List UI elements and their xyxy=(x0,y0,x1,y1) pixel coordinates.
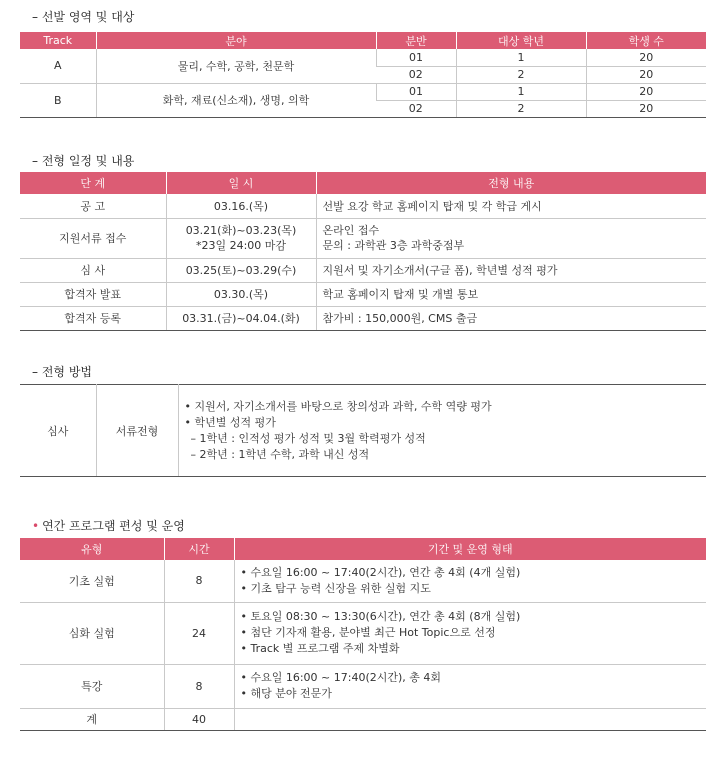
program-hours-cell: 8 xyxy=(164,664,234,708)
count-cell: 20 xyxy=(586,83,706,100)
program-type-cell: 심화 실험 xyxy=(20,602,164,664)
header-stage: 단 계 xyxy=(20,172,166,194)
date-cell xyxy=(166,218,316,258)
method-type: 서류전형 xyxy=(96,385,178,477)
date-cell: 03.25(토)~03.29(수) xyxy=(166,258,316,282)
grade-cell: 2 xyxy=(456,100,586,117)
header-date: 일 시 xyxy=(166,172,316,194)
class-cell: 02 xyxy=(376,100,456,117)
track-cell: A xyxy=(20,49,96,83)
field-cell: 물리, 수학, 공학, 천문학 xyxy=(96,49,376,83)
total-hours-cell: 40 xyxy=(164,708,234,730)
count-cell: 20 xyxy=(586,49,706,66)
content-line: 문의 : 과학관 3층 과학중점부 xyxy=(322,239,465,252)
program-line: • 첨단 기자재 활용, 분야별 최근 Hot Topic으로 선정 xyxy=(240,626,496,639)
method-line: • 학년별 성적 평가 xyxy=(184,415,276,429)
content-cell: 지원서 및 자기소개서(구글 폼), 학년별 성적 평가 xyxy=(316,258,706,282)
content-cell: 학교 홈페이지 탑재 및 개별 통보 xyxy=(316,282,706,306)
header-type: 유형 xyxy=(20,538,164,560)
count-cell: 20 xyxy=(586,66,706,83)
program-details-cell xyxy=(234,664,706,708)
class-cell: 02 xyxy=(376,66,456,83)
stage-cell: 공 고 xyxy=(20,194,166,218)
program-line: • 기초 탐구 능력 신장을 위한 실험 지도 xyxy=(240,581,431,595)
method-table xyxy=(20,384,706,477)
program-line: • 토요일 08:30 ~ 13:30(6시간), 연간 총 4회 (8개 실험) xyxy=(240,610,521,623)
method-section-title: – 전형 방법 xyxy=(32,365,92,379)
program-type-cell: 기초 실험 xyxy=(20,560,164,602)
date-deadline: *23일 24:00 마감 xyxy=(195,239,287,252)
header-grade: 대상 학년 xyxy=(456,32,586,49)
method-details xyxy=(178,385,706,477)
content-cell: 참가비 : 150,000원, CMS 출금 xyxy=(316,306,706,330)
grade-cell: 1 xyxy=(456,83,586,100)
selection-table xyxy=(20,32,706,118)
class-cell: 01 xyxy=(376,83,456,100)
content-cell: 선발 요강 학교 홈페이지 탑재 및 각 학급 게시 xyxy=(316,194,706,218)
method-category: 심사 xyxy=(20,385,96,477)
header-period: 기간 및 운영 형태 xyxy=(234,538,706,560)
header-count: 학생 수 xyxy=(586,32,706,49)
program-details-cell xyxy=(234,602,706,664)
header-content: 전형 내용 xyxy=(316,172,706,194)
method-line: – 2학년 : 1학년 수학, 과학 내신 성적 xyxy=(190,447,370,461)
date-cell: 03.30.(목) xyxy=(166,282,316,306)
program-hours-cell: 24 xyxy=(164,602,234,664)
date-cell: 03.16.(목) xyxy=(166,194,316,218)
method-line: • 지원서, 자기소개서를 바탕으로 창의성과 과학, 수학 역량 평가 xyxy=(184,399,492,413)
stage-cell: 합격자 발표 xyxy=(20,282,166,306)
stage-cell: 지원서류 접수 xyxy=(20,218,166,258)
date-cell: 03.31.(금)~04.04.(화) xyxy=(166,306,316,330)
field-cell: 화학, 재료(신소재), 생명, 의학 xyxy=(96,83,376,117)
program-table xyxy=(20,538,706,731)
method-line: – 1학년 : 인적성 평가 성적 및 3월 학력평가 성적 xyxy=(190,431,426,445)
total-label-cell: 계 xyxy=(20,708,164,730)
total-empty-cell xyxy=(234,708,706,730)
header-field: 분야 xyxy=(96,32,376,49)
class-cell: 01 xyxy=(376,49,456,66)
selection-section-title: – 선발 영역 및 대상 xyxy=(32,10,135,24)
grade-cell: 2 xyxy=(456,66,586,83)
program-type-cell: 특강 xyxy=(20,664,164,708)
schedule-table xyxy=(20,172,706,331)
program-line: • 수요일 16:00 ~ 17:40(2시간), 총 4회 xyxy=(240,671,442,684)
header-class: 분반 xyxy=(376,32,456,49)
program-section-title: • 연간 프로그램 편성 및 운영 xyxy=(32,517,185,534)
program-hours-cell: 8 xyxy=(164,560,234,602)
date-range: 03.21(화)~03.23(목) xyxy=(185,224,297,237)
header-track: Track xyxy=(20,32,96,49)
stage-cell: 합격자 등록 xyxy=(20,306,166,330)
program-line: • Track 별 프로그램 주제 차별화 xyxy=(240,642,400,655)
track-cell: B xyxy=(20,83,96,117)
stage-cell: 심 사 xyxy=(20,258,166,282)
count-cell: 20 xyxy=(586,100,706,117)
grade-cell: 1 xyxy=(456,49,586,66)
schedule-section-title: – 전형 일정 및 내용 xyxy=(32,154,135,168)
content-cell xyxy=(316,218,706,258)
content-line: 온라인 접수 xyxy=(322,224,380,237)
program-line: • 해당 분야 전문가 xyxy=(240,687,332,700)
program-details-cell xyxy=(234,560,706,602)
program-line: • 수요일 16:00 ~ 17:40(2시간), 연간 총 4회 (4개 실험) xyxy=(240,565,521,579)
header-hours: 시간 xyxy=(164,538,234,560)
